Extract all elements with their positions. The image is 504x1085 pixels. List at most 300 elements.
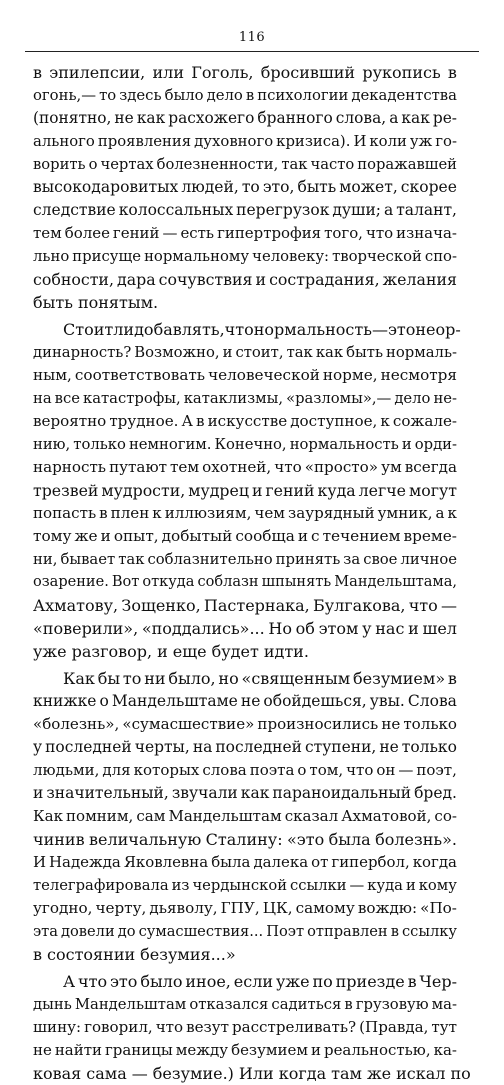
- word: часто: [310, 156, 355, 173]
- word: декадентства: [351, 87, 457, 104]
- word: когда: [412, 853, 457, 871]
- word: ре-: [432, 109, 457, 127]
- word: сама: [86, 1064, 127, 1083]
- word: нормальность: [289, 436, 399, 453]
- word: искал: [396, 1064, 446, 1083]
- word: попасть: [33, 504, 97, 522]
- word: в: [196, 412, 205, 430]
- word: по: [450, 1064, 471, 1083]
- word: что: [274, 458, 302, 476]
- word: «По-: [420, 899, 457, 917]
- word: приезде: [335, 972, 405, 991]
- header-rule: [25, 51, 479, 52]
- word: соблазн: [197, 574, 259, 590]
- word: желания: [382, 270, 457, 289]
- word: из: [171, 877, 190, 894]
- word: в: [407, 972, 417, 991]
- word: и: [408, 619, 419, 638]
- word: на: [192, 738, 213, 756]
- text-line: [33, 130, 457, 153]
- word: катаклизмы,: [183, 390, 284, 407]
- word: свое: [363, 551, 398, 568]
- word: и: [222, 344, 233, 361]
- word: в: [99, 504, 108, 522]
- word: так: [286, 344, 313, 361]
- word: болезненности,: [156, 156, 279, 173]
- word: Мандельштама,: [334, 574, 457, 590]
- word: стоит,: [235, 344, 284, 361]
- word: не: [114, 109, 134, 127]
- word: куда: [317, 481, 356, 500]
- text-line: [33, 1062, 471, 1085]
- word: «разломы»,—: [286, 390, 392, 407]
- text-line: [33, 153, 457, 176]
- word: угодно,: [33, 899, 93, 917]
- word: (Правда,: [359, 1018, 429, 1036]
- word: ным,: [33, 366, 72, 384]
- text-line: [33, 1039, 457, 1062]
- text-line: [33, 805, 457, 828]
- word: —: [371, 320, 388, 339]
- word: ни,: [33, 551, 58, 568]
- word: уже: [33, 642, 67, 661]
- word: со-: [434, 807, 457, 825]
- word: ум: [381, 458, 402, 476]
- word: по: [312, 972, 333, 991]
- word: Стоит: [63, 320, 114, 339]
- word: как: [401, 109, 430, 127]
- word: обойдешься,: [263, 692, 367, 710]
- word: же: [366, 1064, 392, 1083]
- word: того,: [324, 224, 363, 242]
- word: психологии: [257, 87, 349, 104]
- word: эта: [33, 923, 58, 940]
- word: он: [376, 761, 396, 779]
- word: огонь,—: [33, 87, 97, 104]
- word: с: [311, 527, 320, 545]
- word: време-: [403, 527, 457, 545]
- word: кризиса).: [276, 133, 351, 150]
- word: что: [346, 761, 374, 779]
- text-line: [33, 594, 457, 617]
- word: ворить: [33, 156, 86, 173]
- word: шел: [422, 619, 457, 638]
- word: рукопись: [362, 63, 441, 82]
- word: безумием»: [353, 669, 446, 688]
- word: заурядный: [287, 504, 375, 522]
- word: ссылку: [401, 923, 457, 940]
- word: ступени,: [304, 738, 377, 756]
- word: это,: [262, 178, 295, 196]
- word: эпилепсии,: [49, 63, 146, 82]
- word: трезвей: [33, 481, 99, 500]
- word: так: [281, 156, 308, 173]
- word: все: [54, 390, 80, 407]
- word: сообща: [235, 527, 295, 545]
- word: только: [401, 738, 457, 756]
- word: шину:: [33, 1018, 82, 1036]
- word: только: [73, 436, 126, 453]
- word: мудрец: [188, 481, 249, 500]
- word: об: [295, 619, 315, 638]
- text-line: [33, 291, 457, 314]
- word: чердынской: [192, 877, 288, 894]
- word: гипертрофия: [217, 224, 322, 242]
- word: у: [33, 738, 43, 756]
- word: ли: [113, 320, 135, 339]
- word: как: [240, 784, 270, 802]
- word: несмотря: [380, 366, 457, 384]
- word: «сумасшествие»: [122, 715, 255, 733]
- word: это: [387, 320, 416, 339]
- word: расстреливать?: [231, 1018, 357, 1036]
- word: когда: [278, 1064, 327, 1083]
- word: ссылки: [290, 877, 347, 894]
- text-line: [33, 341, 457, 364]
- word: поражавшей: [357, 156, 457, 173]
- word: разговор,: [71, 642, 153, 661]
- text-line: [33, 502, 457, 525]
- text-line: [33, 479, 457, 502]
- word: у: [362, 619, 372, 638]
- word: собности,: [33, 270, 114, 289]
- word: дьяволу,: [149, 899, 218, 917]
- word: Булгакова,: [312, 596, 406, 615]
- word: и: [157, 642, 168, 661]
- word: Чер-: [419, 972, 457, 991]
- body-text: [33, 61, 471, 1085]
- word: безумием: [231, 1041, 309, 1059]
- word: сочувствия: [158, 270, 253, 289]
- word: Гоголь,: [191, 63, 254, 82]
- word: вероятно: [33, 412, 107, 430]
- word: как: [315, 344, 344, 361]
- word: путают: [109, 458, 167, 476]
- word: сумасшествия...: [138, 923, 264, 940]
- word: не-: [433, 390, 457, 407]
- word: в: [245, 87, 255, 104]
- word: нормальному: [144, 248, 250, 265]
- word: и: [251, 481, 263, 500]
- word: состоянии: [47, 945, 136, 964]
- word: личное: [400, 551, 457, 568]
- word: быть: [297, 178, 337, 196]
- word: безумия...»: [140, 945, 236, 964]
- word: нормальность: [253, 320, 372, 339]
- word: гений: [112, 224, 160, 242]
- word: более: [64, 224, 110, 242]
- word: мудрости,: [101, 481, 186, 500]
- word: творческой: [332, 248, 422, 265]
- word: в: [447, 669, 457, 688]
- word: же: [74, 527, 98, 545]
- word: скорее: [400, 178, 457, 196]
- paragraph: [33, 970, 471, 1085]
- word: было: [164, 87, 204, 104]
- word: что: [365, 224, 394, 242]
- word: а: [389, 109, 399, 127]
- word: и: [100, 527, 111, 545]
- word: реальностью,: [323, 1041, 431, 1059]
- word: орди-: [414, 436, 457, 453]
- word: а: [435, 504, 445, 522]
- word: была: [211, 853, 251, 871]
- word: духовного: [194, 133, 274, 150]
- word: Или: [238, 1064, 274, 1083]
- text-line: [33, 387, 457, 410]
- word: за: [343, 551, 361, 568]
- word: произносились: [257, 715, 379, 733]
- word: присуще: [72, 248, 141, 265]
- word: звучали: [171, 784, 238, 802]
- word: не: [33, 1041, 52, 1059]
- text-line: [33, 993, 457, 1016]
- word: расхожего: [168, 109, 255, 127]
- word: черты,: [134, 738, 190, 756]
- paragraph: [33, 667, 457, 966]
- text-line: [33, 222, 457, 245]
- word: грузовую: [355, 996, 429, 1013]
- word: А: [181, 412, 193, 430]
- text-line: [33, 84, 457, 107]
- word: ГПУ,: [220, 899, 260, 917]
- word: найти: [54, 1041, 102, 1059]
- text-line: [33, 640, 457, 663]
- word: что: [78, 972, 108, 991]
- text-line: [33, 456, 457, 479]
- text-line: [33, 970, 457, 993]
- word: бросивший: [260, 63, 356, 82]
- word: льно: [33, 248, 70, 265]
- word: что: [224, 320, 254, 339]
- word: людьми,: [33, 761, 100, 779]
- text-line: [33, 268, 457, 291]
- word: или: [152, 63, 185, 82]
- word: людей,: [181, 178, 239, 196]
- word: о: [99, 692, 109, 710]
- paragraph: [33, 318, 461, 663]
- word: Слова: [407, 692, 457, 710]
- word: самому: [295, 899, 355, 917]
- word: тем: [170, 458, 200, 476]
- text-line: [33, 548, 457, 571]
- word: том,: [309, 761, 344, 779]
- word: к: [447, 504, 457, 522]
- text-line: [33, 318, 461, 341]
- text-line: [33, 943, 457, 966]
- word: быть: [346, 344, 384, 361]
- word: Ахматовой,: [341, 807, 432, 825]
- word: ЦК,: [262, 899, 293, 917]
- word: на: [33, 390, 52, 407]
- text-line: [33, 851, 457, 874]
- word: чертах: [100, 156, 154, 173]
- word: книжке: [33, 692, 97, 710]
- word: сам: [136, 807, 166, 825]
- word: человеческой: [208, 366, 320, 384]
- word: И: [353, 133, 367, 150]
- text-line: [33, 410, 457, 433]
- word: говорил,: [84, 1018, 153, 1036]
- word: и: [33, 784, 44, 802]
- word: отправлен: [307, 923, 388, 940]
- word: увы.: [369, 692, 405, 710]
- word: было: [140, 972, 183, 991]
- word: ма-: [431, 996, 457, 1013]
- word: гений: [265, 481, 315, 500]
- word: норме,: [322, 366, 378, 384]
- word: болезнь».: [375, 830, 457, 849]
- word: далека: [253, 853, 309, 871]
- word: уж: [409, 133, 433, 150]
- word: для: [102, 761, 131, 779]
- word: довели: [61, 923, 115, 940]
- word: Как: [33, 807, 63, 825]
- text-line: [33, 176, 457, 199]
- word: о: [88, 156, 98, 173]
- word: Надежда: [49, 853, 121, 871]
- word: к: [380, 412, 390, 430]
- word: то: [122, 669, 142, 688]
- word: откуда: [142, 574, 195, 590]
- word: то: [241, 178, 260, 196]
- word: умник,: [377, 504, 433, 522]
- word: соответствовать: [74, 366, 206, 384]
- word: ка-: [433, 1041, 457, 1059]
- text-line: [33, 245, 457, 268]
- word: а: [384, 201, 394, 219]
- word: садиться: [271, 996, 342, 1013]
- word: Поэт: [266, 923, 305, 940]
- word: «это: [287, 830, 325, 849]
- word: —: [162, 224, 178, 242]
- word: в: [33, 63, 43, 82]
- word: везут: [186, 1018, 229, 1036]
- word: уже: [275, 972, 310, 991]
- word: параноидальный: [272, 784, 412, 802]
- word: немногим.: [128, 436, 212, 453]
- word: слова,: [335, 109, 387, 127]
- word: есть: [180, 224, 215, 242]
- word: легче: [358, 481, 406, 500]
- word: в: [390, 923, 399, 940]
- word: ор-: [435, 320, 461, 339]
- word: Зощенко,: [121, 596, 201, 615]
- word: бы: [97, 669, 121, 688]
- word: (понятно,: [33, 109, 112, 127]
- text-line: [33, 736, 457, 759]
- word: «просто»: [304, 458, 379, 476]
- word: не: [381, 715, 401, 733]
- word: тут: [431, 1018, 457, 1036]
- word: чинив: [33, 830, 85, 849]
- word: нию,: [33, 436, 71, 453]
- text-line: [33, 571, 457, 594]
- word: тому: [33, 527, 72, 545]
- word: может,: [339, 178, 398, 196]
- word: идти.: [263, 642, 309, 661]
- word: Вот: [111, 574, 140, 590]
- text-line: [33, 364, 457, 387]
- word: была: [328, 830, 371, 849]
- text-line: [33, 759, 457, 782]
- word: величальную: [88, 830, 202, 849]
- word: соблазнительно: [147, 551, 273, 568]
- text-line: [33, 199, 457, 222]
- word: дара: [116, 270, 156, 289]
- word: добытый: [161, 527, 233, 545]
- word: дело: [206, 87, 243, 104]
- text-line: [33, 782, 457, 805]
- word: «болезнь»,: [33, 715, 120, 733]
- word: там: [331, 1064, 362, 1083]
- word: Мандельштам: [168, 807, 282, 825]
- word: до: [117, 923, 136, 940]
- word: следствие: [33, 201, 116, 219]
- word: могут: [408, 481, 457, 500]
- word: помним,: [66, 807, 134, 825]
- word: еще: [172, 642, 207, 661]
- word: Но: [268, 619, 292, 638]
- word: в: [33, 945, 43, 964]
- word: катастрофы,: [82, 390, 181, 407]
- word: нас: [375, 619, 405, 638]
- word: которых: [133, 761, 200, 779]
- text-line: [33, 667, 457, 690]
- word: охотней,: [202, 458, 272, 476]
- word: гипербол,: [331, 853, 410, 871]
- word: плен: [110, 504, 150, 522]
- word: и: [401, 436, 412, 453]
- word: от: [311, 853, 329, 871]
- text-line: [33, 713, 457, 736]
- word: границы: [104, 1041, 173, 1059]
- word: между: [175, 1041, 229, 1059]
- word: талант,: [396, 201, 457, 219]
- word: к: [152, 504, 162, 522]
- word: «поверили»,: [33, 619, 139, 638]
- text-line: [33, 690, 457, 713]
- word: если: [233, 972, 274, 991]
- word: спо-: [424, 248, 457, 265]
- word: в: [344, 996, 353, 1013]
- word: не: [379, 738, 399, 756]
- word: нормаль-: [386, 344, 457, 361]
- word: тем: [33, 224, 62, 242]
- word: значительный,: [46, 784, 169, 802]
- word: Конечно,: [214, 436, 287, 453]
- word: и: [311, 1041, 321, 1059]
- word: всегда: [404, 458, 457, 476]
- word: человеку:: [252, 248, 330, 265]
- word: динарность?: [33, 344, 132, 361]
- word: Сталину:: [205, 830, 283, 849]
- text-line: [33, 828, 457, 851]
- word: —: [440, 596, 457, 615]
- word: так: [118, 551, 145, 568]
- text-line: [33, 525, 457, 548]
- word: сожале-: [392, 412, 457, 430]
- word: И: [33, 853, 47, 871]
- word: что: [408, 596, 438, 615]
- word: понятым.: [77, 293, 159, 312]
- word: иллюзиям,: [164, 504, 252, 522]
- word: поэт,: [416, 761, 457, 779]
- word: «священным: [241, 669, 351, 688]
- word: ни: [144, 669, 166, 688]
- word: иное,: [185, 972, 231, 991]
- text-line: [33, 874, 457, 897]
